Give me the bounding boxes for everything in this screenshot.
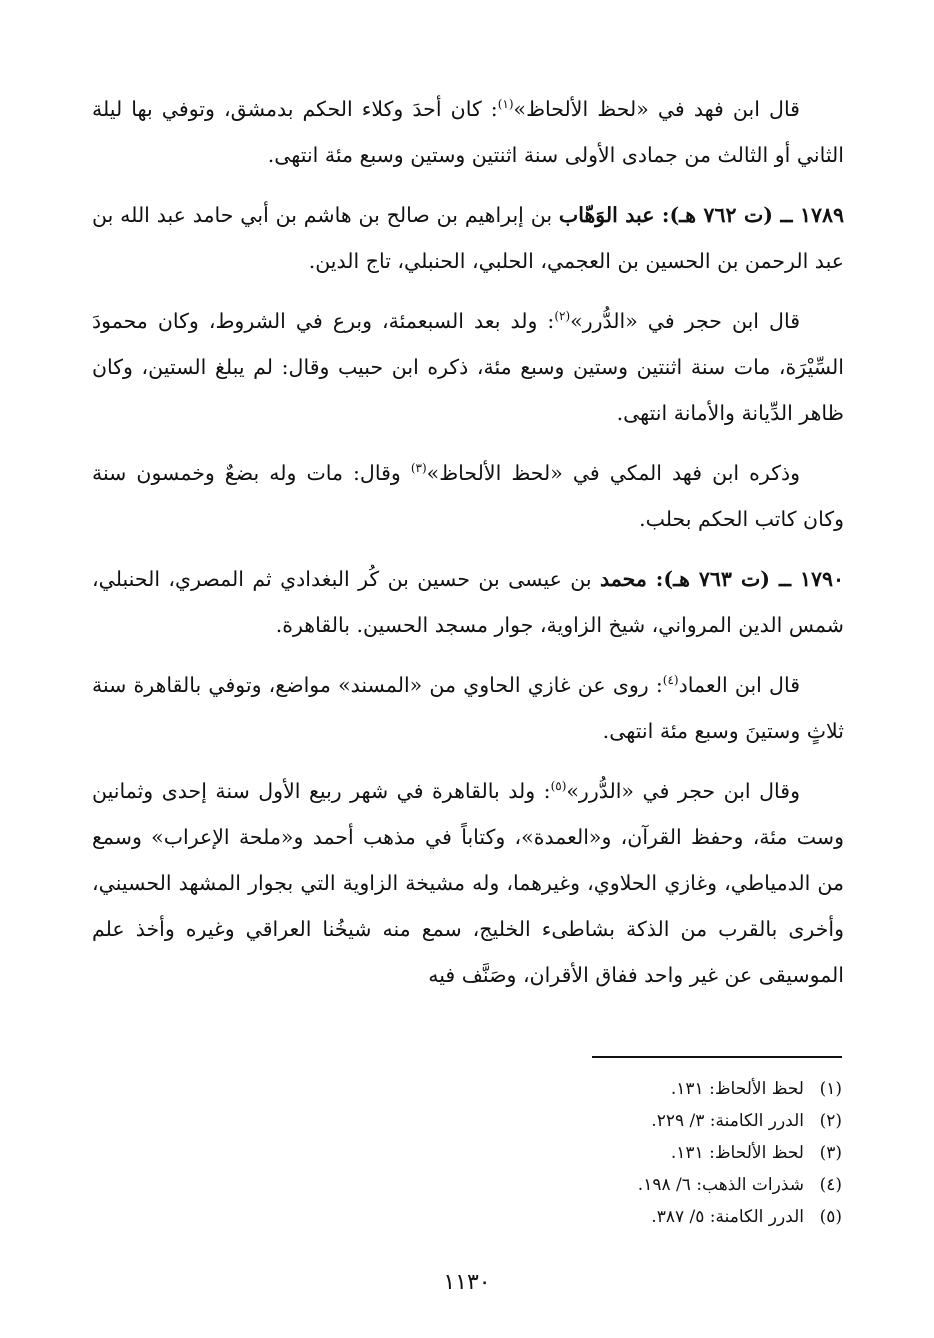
footnotes-list: [442, 1073, 842, 1233]
entry-heading: ١٧٨٩ ــ (ت ٧٦٢ هـ): عبد الوَهّاب: [558, 203, 845, 227]
paragraph-text: قال ابن فهد في «لحظ الألحاظ»: [513, 97, 800, 121]
footnote-item: [442, 1169, 842, 1201]
footnote-text: لحظ الألحاظ: ١٣١.: [670, 1079, 804, 1099]
footnote-marker: (٢): [554, 309, 571, 324]
footnote-marker: (٥): [550, 779, 567, 794]
footnote-number: (٣): [819, 1143, 842, 1163]
footnote-number: (٥): [819, 1207, 842, 1227]
paragraph-text: وقال: مات وله بضعٌ وخمسون سنة وكان كاتب الحكم بحلب.: [92, 461, 844, 531]
footnote-number: (٢): [819, 1111, 842, 1131]
entry-heading: ١٧٩٠ ــ (ت ٧٦٣ هـ): محمد: [599, 567, 845, 591]
footnote-divider: [592, 1056, 842, 1058]
paragraph-text: قال ابن حجر في «الدُّرر»: [570, 309, 800, 333]
main-text: [92, 86, 844, 1012]
entry-1790: [92, 556, 844, 648]
paragraph-text: : ولد بالقاهرة في شهر ربيع الأول سنة إحدى وثمانين وست مئة، وحفظ القرآن، و«العمدة»، وكتاباً في مذهب أحمد و«ملحة الإعراب» وسمع من الدمياطي، وغازي الحلاوي، وغيرهما، وله مشيخة الزاوية التي بجوار المشهد الحسيني، وأخرى بالقرب من الذكة بشاطىء الخليج، سمع منه شيخُنا العراقي وغيره وأخذ علم الموسيقى عن غير واحد ففاق الأقران، وصَنَّف فيه: [92, 779, 844, 987]
entry-1789: [92, 192, 844, 284]
paragraph-text: وذكره ابن فهد المكي في «لحظ الألحاظ»: [426, 461, 800, 485]
paragraph-text: : ولد بعد السبعمئة، وبرع في الشروط، وكان محمودَ السِّيْرَة، مات سنة اثنتين وستين وسبع مئة، ذكره ابن حبيب وقال: لم يبلغ الستين، وكان ظاهر الدِّيانة والأمانة انتهى.: [92, 309, 844, 425]
paragraph-ibn-fahd-1: [92, 86, 844, 178]
footnote-text: شذرات الذهب: ٦/ ١٩٨.: [637, 1175, 804, 1195]
entry-text: بن عيسى بن حسين بن كُر البغدادي ثم المصري، الحنبلي، شمس الدين المرواني، شيخ الزاوية، جوار مسجد الحسين. بالقاهرة.: [92, 567, 844, 637]
entry-text: بن إبراهيم بن صالح بن هاشم بن أبي حامد عبد الله بن عبد الرحمن بن الحسين بن العجمي، الحلبي، الحنبلي، تاج الدين.: [92, 203, 844, 273]
footnote-item: [442, 1105, 842, 1137]
footnote-item: [442, 1073, 842, 1105]
footnote-text: الدرر الكامنة: ٥/ ٣٨٧.: [651, 1207, 804, 1227]
paragraph-text: : كان أحدَ وكلاء الحكم بدمشق، وتوفي بها ليلة الثاني أو الثالث من جمادى الأولى سنة اثنتين وستين وسبع مئة انتهى.: [92, 97, 844, 167]
footnote-marker: (١): [497, 97, 514, 112]
paragraph-ibn-hajar-2: [92, 768, 844, 998]
paragraph-text: قال ابن العماد: [678, 673, 800, 697]
footnote-item: [442, 1137, 842, 1169]
footnote-text: لحظ الألحاظ: ١٣١.: [670, 1143, 804, 1163]
footnote-marker: (٤): [662, 673, 679, 688]
paragraph-text: وقال ابن حجر في «الدُّرر»: [566, 779, 800, 803]
footnote-number: (١): [819, 1079, 842, 1099]
paragraph-ibn-hajar-1: [92, 298, 844, 436]
paragraph-ibn-fahd-2: [92, 450, 844, 542]
footnote-marker: (٣): [410, 461, 427, 476]
page-number: ١١٣٠: [443, 1270, 491, 1295]
paragraph-text: : روى عن غازي الحاوي من «المسند» مواضع، وتوفي بالقاهرة سنة ثلاثٍ وستينَ وسبع مئة انتهى.: [92, 673, 844, 743]
footnote-number: (٤): [819, 1175, 842, 1195]
footnote-item: [442, 1201, 842, 1233]
footnote-text: الدرر الكامنة: ٣/ ٢٢٩.: [651, 1111, 804, 1131]
paragraph-ibn-alimad: [92, 662, 844, 754]
